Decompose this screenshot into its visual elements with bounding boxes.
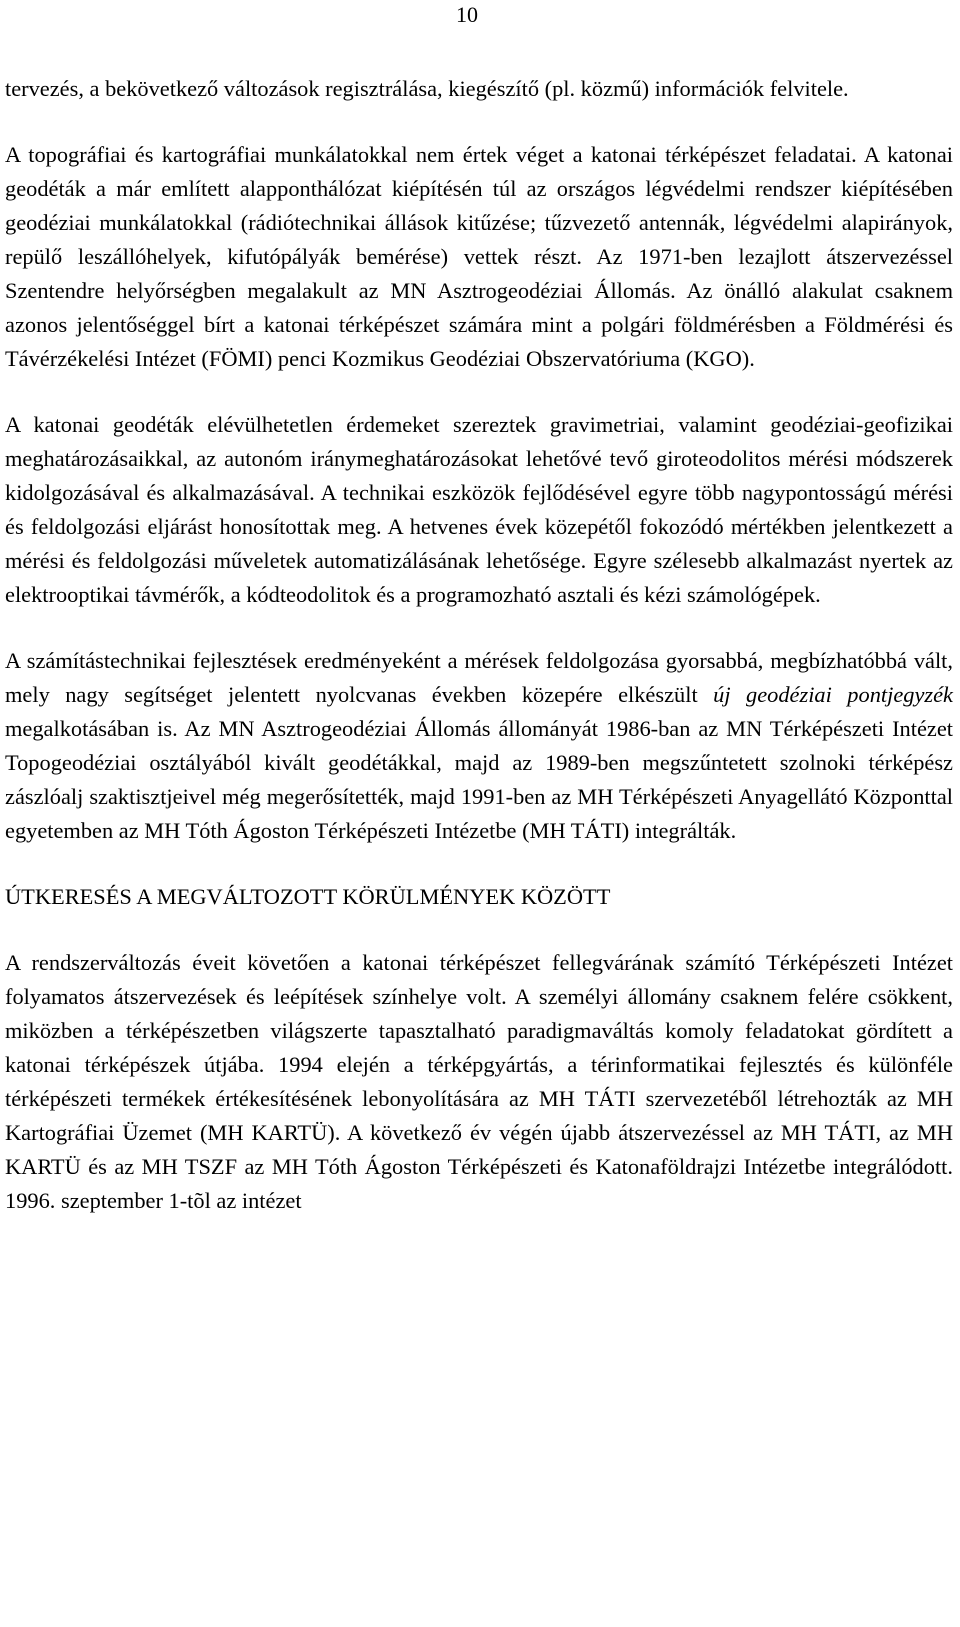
paragraph-4	[5, 644, 953, 848]
paragraph-4-text-end: megalkotásában is. Az MN Asztrogeodéziai Állomás állományát 1986-ban az MN Térképészeti Intézet Topogeodéziai osztályából kivált geodétákkal, majd az 1989-ben megszűntetett szolnoki térképész zászlóalj szaktisztjeivel még megerősítették, majd 1991-ben az MH Térképészeti Anyagellátó Központtal egyetemben az MH Tóth Ágoston Térképészeti Intézetbe (MH TÁTI) integrálták.	[5, 716, 953, 843]
paragraph-2: A topográfiai és kartográfiai munkálatokkal nem értek véget a katonai térképészet feladatai. A katonai geodéták a már említett alapponthálózat kiépítésén túl az országos légvédelmi rendszer kiépítésében geodéziai munkálatokkal (rádiótechnikai állások kitűzése; tűzvezető antennák, légvédelmi alapirányok, repülő leszállóhelyek, kifutópályák bemérése) vettek részt. Az 1971-ben lezajlott átszervezéssel Szentendre helyőrségben megalakult az MN Asztrogeodéziai Állomás. Az önálló alakulat csaknem azonos jelentőséggel bírt a katonai térképészet számára mint a polgári földmérésben a Földmérési és Távérzékelési Intézet (FÖMI) penci Kozmikus Geodéziai Obszervatóriuma (KGO).	[5, 142, 953, 371]
paragraph-3: A katonai geodéták elévülhetetlen érdemeket szereztek gravimetriai, valamint geodéziai-geofizikai meghatározásaikkal, az autonóm iránymeghatározásokat lehetővé tevő giroteodolitos mérési módszerek kidolgozásával és alkalmazásával. A technikai eszközök fejlődésével egyre több nagypontosságú mérési és feldolgozási eljárást honosítottak meg. A hetvenes évek közepétől fokozódó mértékben jelentkezett a mérési és feldolgozási műveletek automatizálásának lehetősége. Egyre szélesebb alkalmazást nyertek az elektrooptikai távmérők, a kódteodolitok és a programozható asztali és kézi számológépek.	[5, 412, 953, 607]
paragraph-spacer	[5, 914, 953, 946]
paragraph-spacer	[5, 106, 953, 138]
document-body	[5, 72, 953, 1218]
paragraph-4-text-start: A számítástechnikai fejlesztések eredményeként a mérések feldolgozása gyorsabbá, megbízhatóbbá vált, mely nagy segítséget jelentett nyolcvanas években közepére elkészült	[5, 648, 953, 707]
paragraph-1: tervezés, a bekövetkező változások regisztrálása, kiegészítő (pl. közmű) információk felvitele.	[5, 76, 849, 101]
page-number: 10	[456, 2, 478, 27]
section-heading: ÚTKERESÉS A MEGVÁLTOZOTT KÖRÜLMÉNYEK KÖZÖTT	[5, 884, 611, 909]
paragraph-4-emphasis: új geodéziai pontjegyzék	[713, 682, 953, 707]
paragraph-spacer	[5, 612, 953, 644]
paragraph-spacer	[5, 376, 953, 408]
paragraph-5: A rendszerváltozás éveit követően a katonai térképészet fellegvárának számító Térképészeti Intézet folyamatos átszervezések és leépítések színhelye volt. A személyi állomány csaknem felére csökkent, miközben a térképészetben világszerte tapasztalható paradigmaváltás komoly feladatokat gördített a katonai térképészek útjába. 1994 elején a térképgyártás, a térinformatikai fejlesztés és különféle térképészeti termékek értékesítésének lebonyolítására az MH TÁTI szervezetéből létrehozták az MH Kartográfiai Üzemet (MH KARTÜ). A következő év végén újabb átszervezéssel az MH TÁTI, az MH KARTÜ és az MH TSZF az MH Tóth Ágoston Térképészeti és Katonaföldrajzi Intézetbe integrálódott. 1996. szeptember 1-tõl az intézet	[5, 950, 953, 1213]
paragraph-spacer	[5, 848, 953, 880]
